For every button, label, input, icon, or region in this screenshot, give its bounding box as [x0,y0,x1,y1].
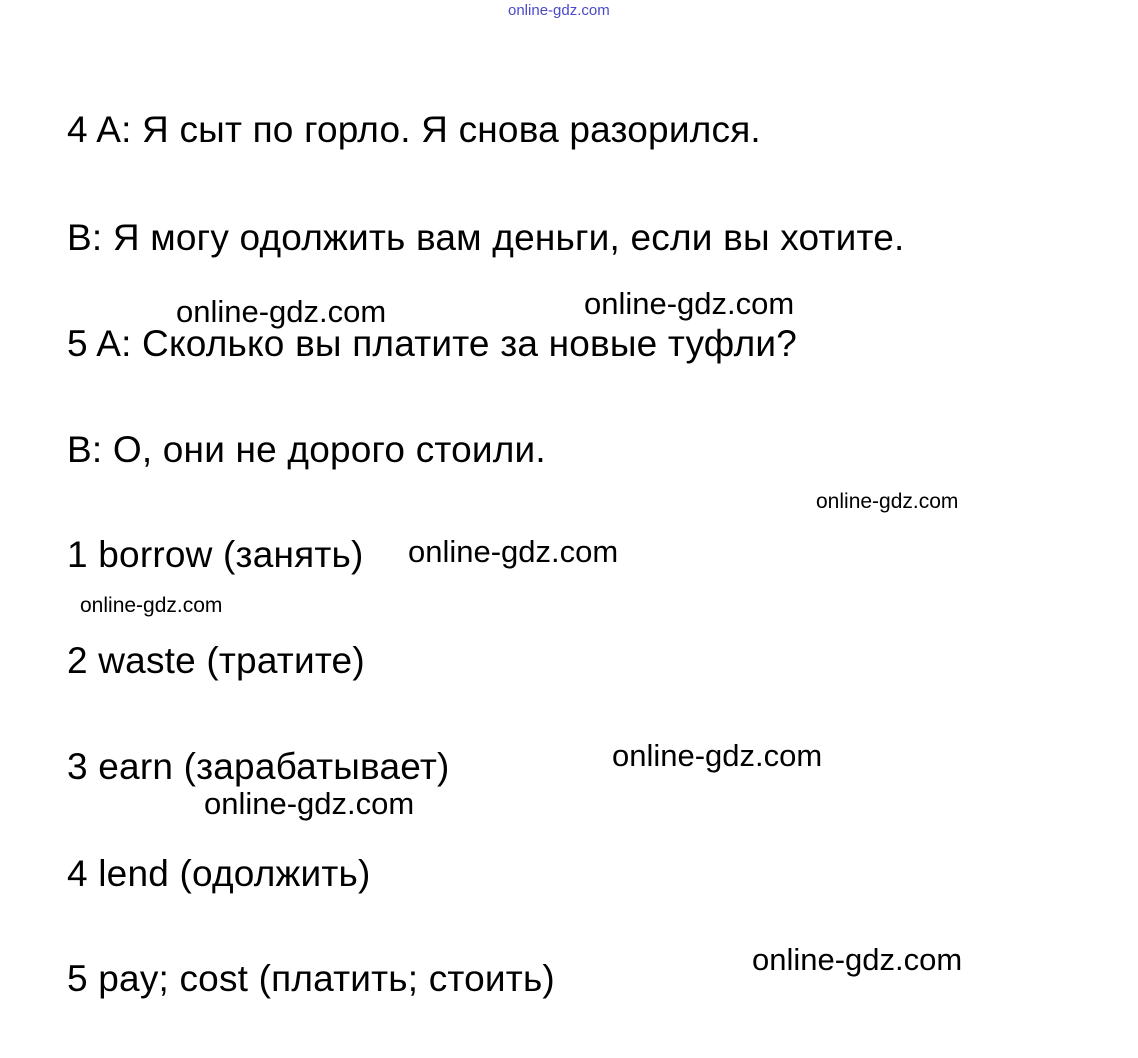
vocab-item-3: 3 earn (зарабатывает) [67,746,450,787]
watermark: online-gdz.com [816,490,959,513]
dialogue-line-4a: 4 A: Я сыт по горло. Я снова разорился. [67,109,761,150]
vocab-item-5: 5 pay; cost (платить; стоить) [67,958,555,999]
vocab-item-1: 1 borrow (занять) [67,534,364,575]
watermark: online-gdz.com [408,534,619,569]
watermark: online-gdz.com [204,786,415,821]
dialogue-line-5a: 5 A: Сколько вы платите за новые туфли? [67,323,798,364]
site-watermark-header: online-gdz.com [508,2,610,19]
watermark: online-gdz.com [612,738,823,773]
vocab-item-2: 2 waste (тратите) [67,640,365,681]
dialogue-line-5b: B: О, они не дорого стоили. [67,429,546,470]
watermark: online-gdz.com [80,594,223,617]
watermark: online-gdz.com [584,286,795,321]
watermark: online-gdz.com [752,942,963,977]
vocab-item-4: 4 lend (одолжить) [67,853,371,894]
watermark: online-gdz.com [176,294,387,329]
dialogue-line-4b: B: Я могу одолжить вам деньги, если вы хотите. [67,217,905,258]
